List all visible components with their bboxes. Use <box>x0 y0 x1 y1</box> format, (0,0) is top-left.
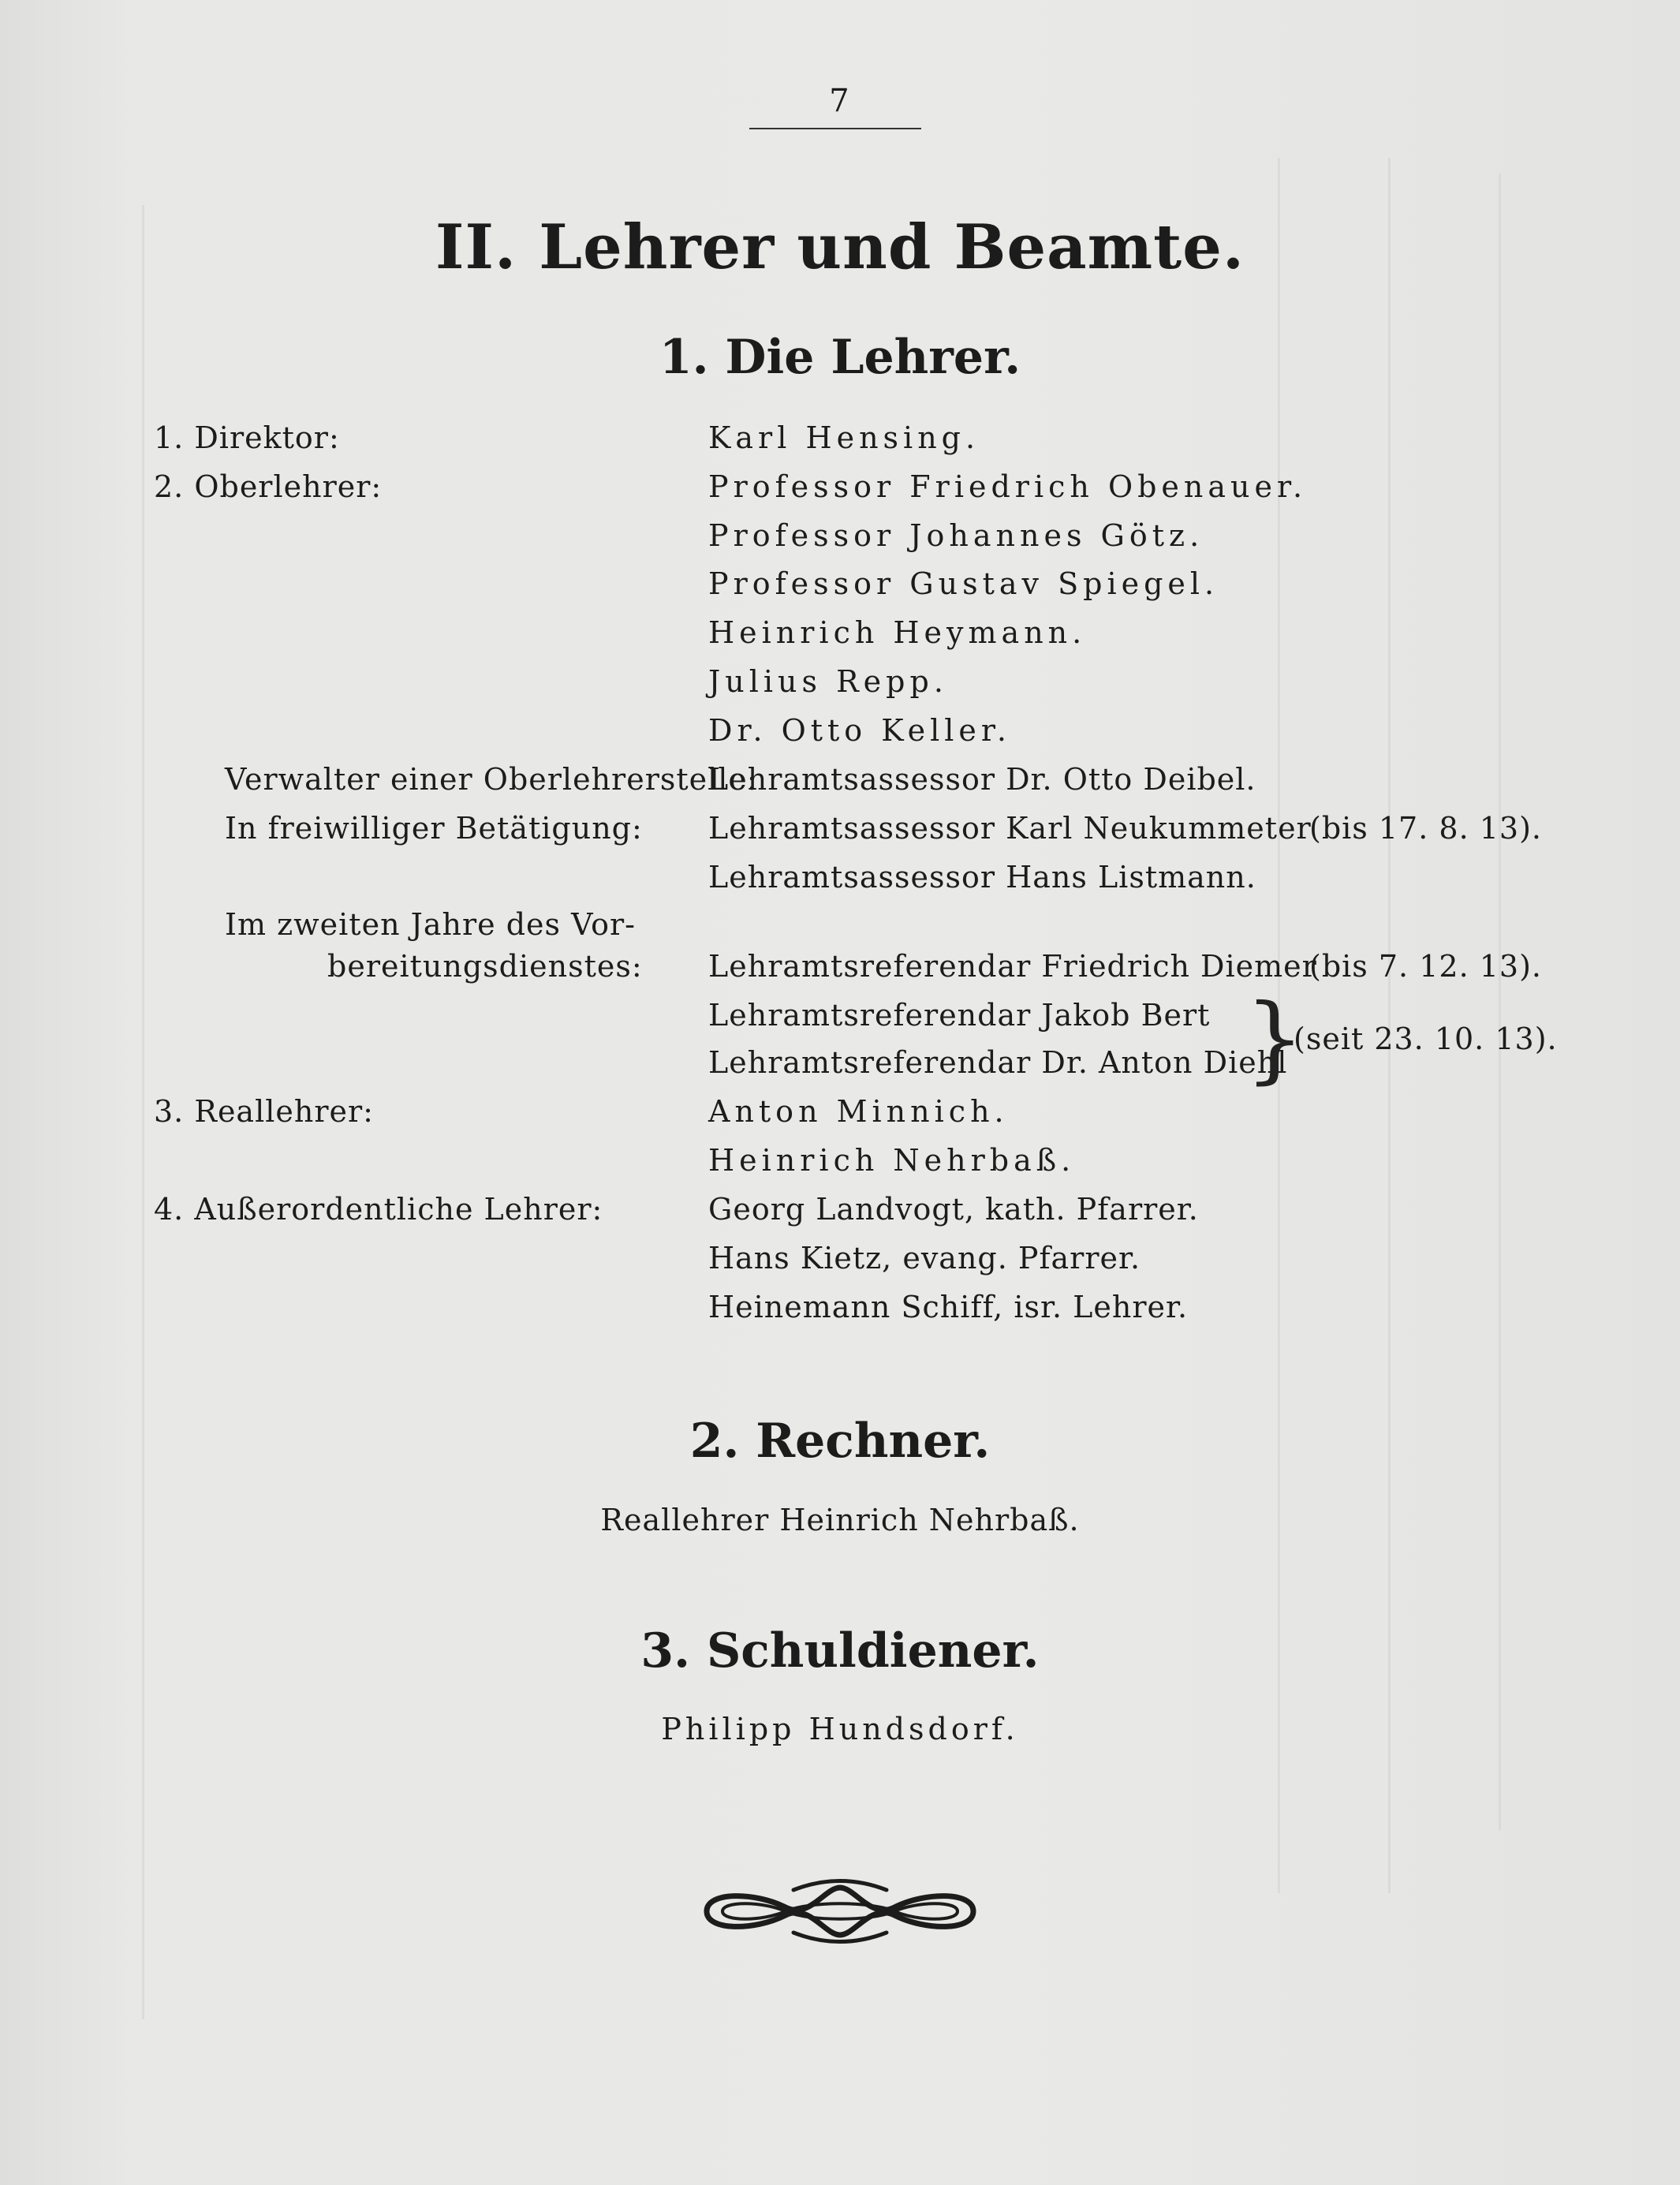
row-note: (bis 7. 12. 13). <box>1309 949 1542 984</box>
section-heading-lehrer: 1. Die Lehrer. <box>659 330 1021 385</box>
grouping-brace: } <box>1245 984 1305 1094</box>
row-entry: Lehramtsreferendar Dr. Anton Diehl <box>708 1045 1288 1080</box>
row-entry: Lehramtsreferendar Friedrich Diemer <box>708 949 1317 984</box>
schuldiener-entry: Philipp Hundsdorf. <box>661 1712 1019 1746</box>
row-entry: Professor Johannes Götz. <box>708 518 1204 553</box>
row-label: 4. Außerordentliche Lehrer: <box>154 1192 603 1227</box>
row-entry: Lehramtsassessor Karl Neukummeter <box>708 811 1312 846</box>
row-entry: Heinemann Schiff, isr. Lehrer. <box>708 1290 1189 1324</box>
row-label: bereitungsdienstes: <box>327 949 643 984</box>
row-label: 2. Oberlehrer: <box>154 469 383 504</box>
row-entry: Heinrich Nehrbaß. <box>708 1143 1076 1178</box>
row-label: In freiwilliger Betätigung: <box>225 811 643 846</box>
section-heading-schuldiener: 3. Schuldiener. <box>640 1623 1040 1679</box>
row-entry: Professor Gustav Spiegel. <box>708 566 1219 601</box>
row-entry: Professor Friedrich Obenauer. <box>708 469 1308 504</box>
page-number-rule <box>749 128 921 129</box>
row-label: Verwalter einer Oberlehrerstelle: <box>225 762 758 797</box>
row-entry: Georg Landvogt, kath. Pfarrer. <box>708 1192 1199 1227</box>
row-entry: Hans Kietz, evang. Pfarrer. <box>708 1241 1141 1276</box>
section-heading-rechner: 2. Rechner. <box>689 1414 991 1469</box>
row-entry: Anton Minnich. <box>708 1094 1009 1129</box>
row-entry: Julius Repp. <box>708 664 948 699</box>
row-label: 1. Direktor: <box>154 420 340 455</box>
row-entry: Karl Hensing. <box>708 420 980 455</box>
row-label: 3. Reallehrer: <box>154 1094 374 1129</box>
row-entry: Lehramtsassessor Hans Listmann. <box>708 860 1256 895</box>
row-entry: Heinrich Heymann. <box>708 615 1087 650</box>
row-entry: Lehramtsreferendar Jakob Bert <box>708 998 1211 1033</box>
page-title: II. Lehrer und Beamte. <box>435 211 1245 283</box>
row-note: (bis 17. 8. 13). <box>1309 811 1542 846</box>
row-entry: Dr. Otto Keller. <box>708 713 1011 748</box>
decorative-flourish-icon <box>691 1876 989 1950</box>
rechner-entry: Reallehrer Heinrich Nehrbaß. <box>600 1503 1080 1537</box>
row-label: Im zweiten Jahre des Vor- <box>225 907 636 942</box>
row-note: (seit 23. 10. 13). <box>1294 1022 1558 1056</box>
page-number: 7 <box>829 83 851 119</box>
row-entry: Lehramtsassessor Dr. Otto Deibel. <box>708 762 1256 797</box>
